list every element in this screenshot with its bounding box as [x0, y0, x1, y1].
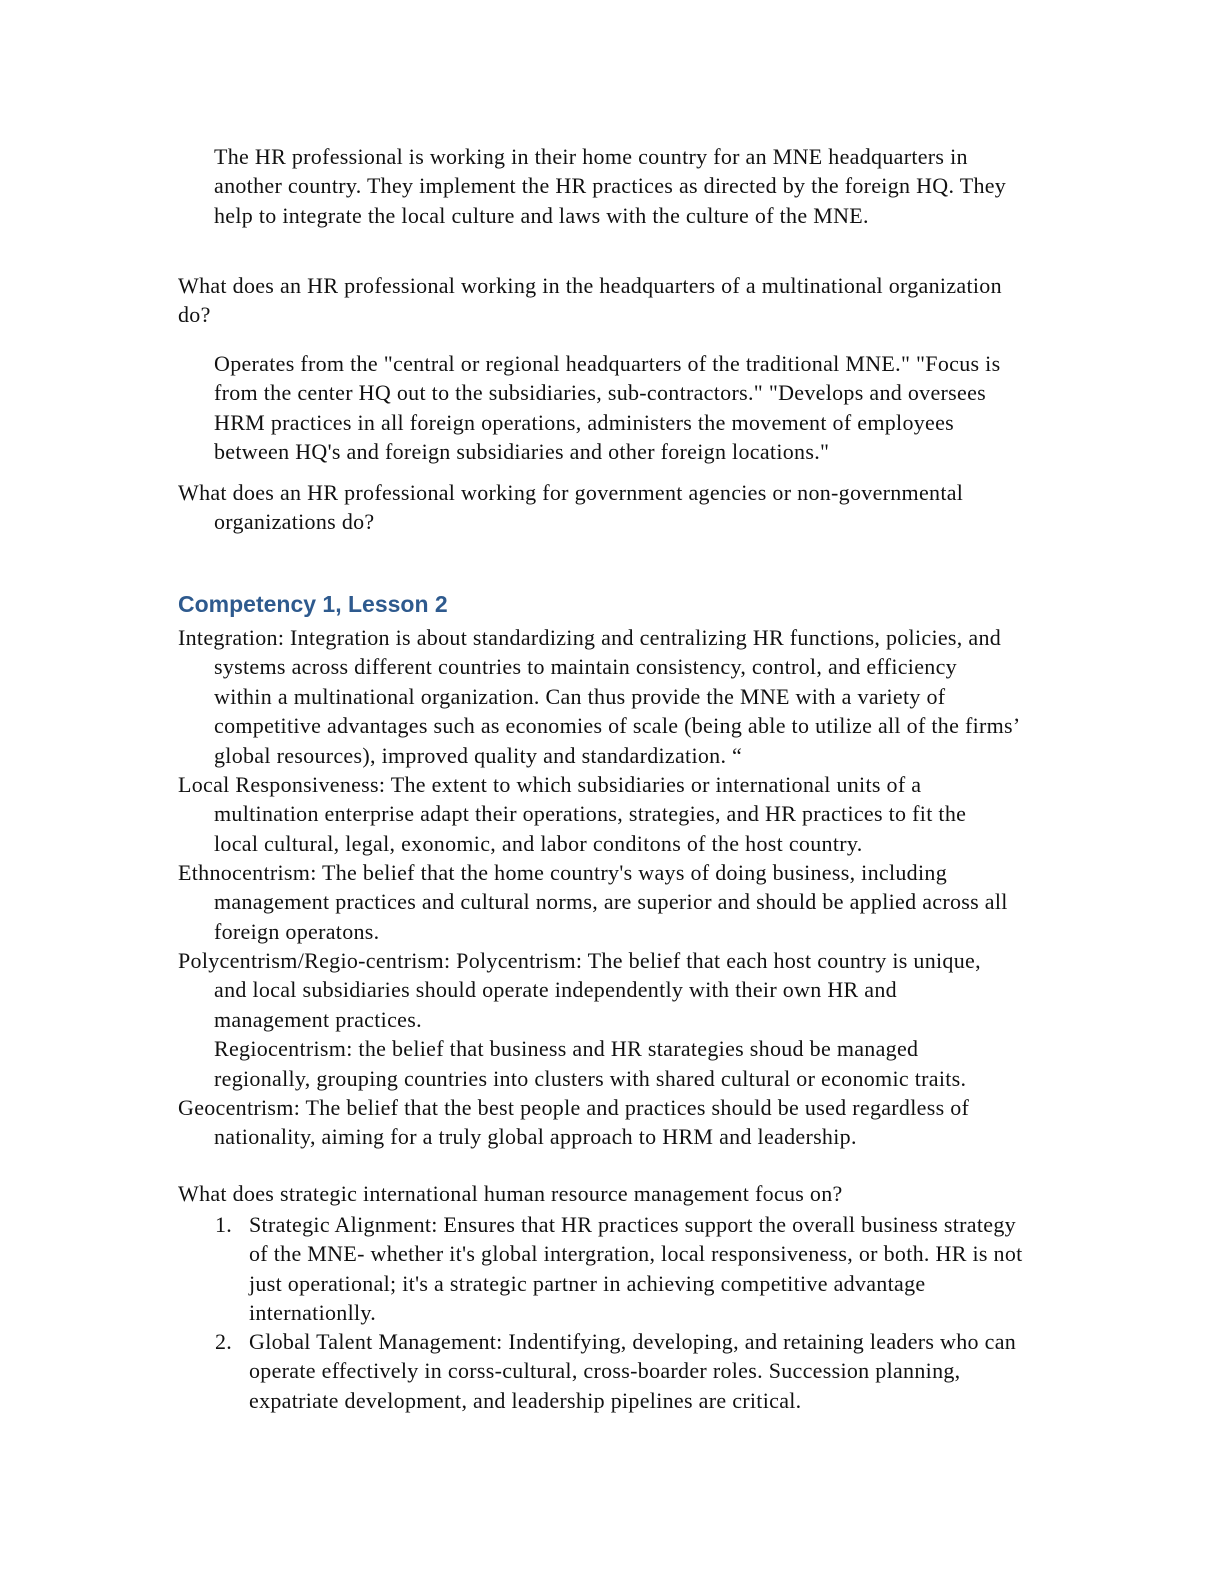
text-line: competitive advantages such as economies of scale (being able to utilize all of the firms’ — [214, 713, 1021, 739]
list-number: 1. — [215, 1212, 233, 1237]
text-line: between HQ's and foreign subsidiaries and other foreign locations." — [214, 439, 830, 465]
text-line: foreign operatons. — [214, 918, 380, 944]
text-line: Strategic Alignment: Ensures that HR practices support the overall business strategy — [249, 1212, 1016, 1237]
text-line: HRM practices in all foreign operations, administers the movement of employees — [214, 409, 955, 435]
text-line: nationality, aiming for a truly global approach to HRM and leadership. — [214, 1124, 857, 1150]
text-line: expatriate development, and leadership pipelines are critical. — [249, 1387, 802, 1413]
text-line: within a multinational organization. Can thus provide the MNE with a variety of — [214, 683, 946, 709]
text-line: management practices and cultural norms, are superior and should be applied across all — [214, 889, 1008, 915]
list-number: 2. — [215, 1329, 233, 1354]
text-line: global resources), improved quality and standardization. “ — [214, 742, 743, 768]
text-line: help to integrate the local culture and laws with the culture of the MNE. — [214, 202, 869, 228]
text-line: of the MNE- whether it's global intergration, local responsiveness, or both. HR is not — [249, 1241, 1023, 1267]
text-line: Integration: Integration is about standardizing and centralizing HR functions, policies, and — [178, 625, 1002, 650]
text-line: Operates from the "central or regional headquarters of the traditional MNE." "Focus is — [214, 351, 1001, 376]
text-line: The HR professional is working in their home country for an MNE headquarters in — [214, 144, 968, 169]
text-line: What does an HR professional working in the headquarters of a multinational organization — [178, 273, 1002, 298]
text-line: What does strategic international human resource management focus on? — [178, 1181, 843, 1206]
text-line: and local subsidiaries should operate independently with their own HR and — [214, 977, 897, 1003]
text-line: Regiocentrism: the belief that business and HR starategies shoud be managed — [214, 1036, 919, 1062]
text-line: from the center HQ out to the subsidiaries, sub-contractors." "Develops and oversees — [214, 380, 987, 406]
text-line: operate effectively in corss-cultural, cross-boarder roles. Succession planning, — [249, 1358, 961, 1384]
text-line: organizations do? — [214, 509, 375, 535]
heading-text: Competency 1, Lesson 2 — [178, 591, 448, 617]
text-line: just operational; it's a strategic partner in achieving competitive advantage — [249, 1270, 926, 1296]
text-line: systems across different countries to maintain consistency, control, and efficiency — [214, 654, 957, 680]
text-line: Global Talent Management: Indentifying, developing, and retaining leaders who can — [249, 1329, 1017, 1354]
text-line: do? — [178, 302, 211, 328]
text-line: local cultural, legal, exonomic, and labor conditons of the host country. — [214, 830, 863, 856]
text-line: Local Responsiveness: The extent to which subsidiaries or international units of a — [178, 772, 922, 797]
text-line: What does an HR professional working for government agencies or non-governmental — [178, 480, 964, 505]
text-line: Polycentrism/Regio-centrism: Polycentrism: The belief that each host country is unique, — [178, 948, 981, 973]
text-line: regionally, grouping countries into clusters with shared cultural or economic traits. — [214, 1065, 967, 1091]
text-line: Ethnocentrism: The belief that the home country's ways of doing business, including — [178, 860, 947, 885]
text-line: another country. They implement the HR practices as directed by the foreign HQ. They — [214, 173, 1007, 199]
text-line: multination enterprise adapt their operations, strategies, and HR practices to fit the — [214, 801, 967, 827]
text-line: management practices. — [214, 1006, 422, 1032]
text-line: Geocentrism: The belief that the best people and practices should be used regardless of — [178, 1095, 970, 1120]
text-line: internationlly. — [249, 1300, 377, 1326]
